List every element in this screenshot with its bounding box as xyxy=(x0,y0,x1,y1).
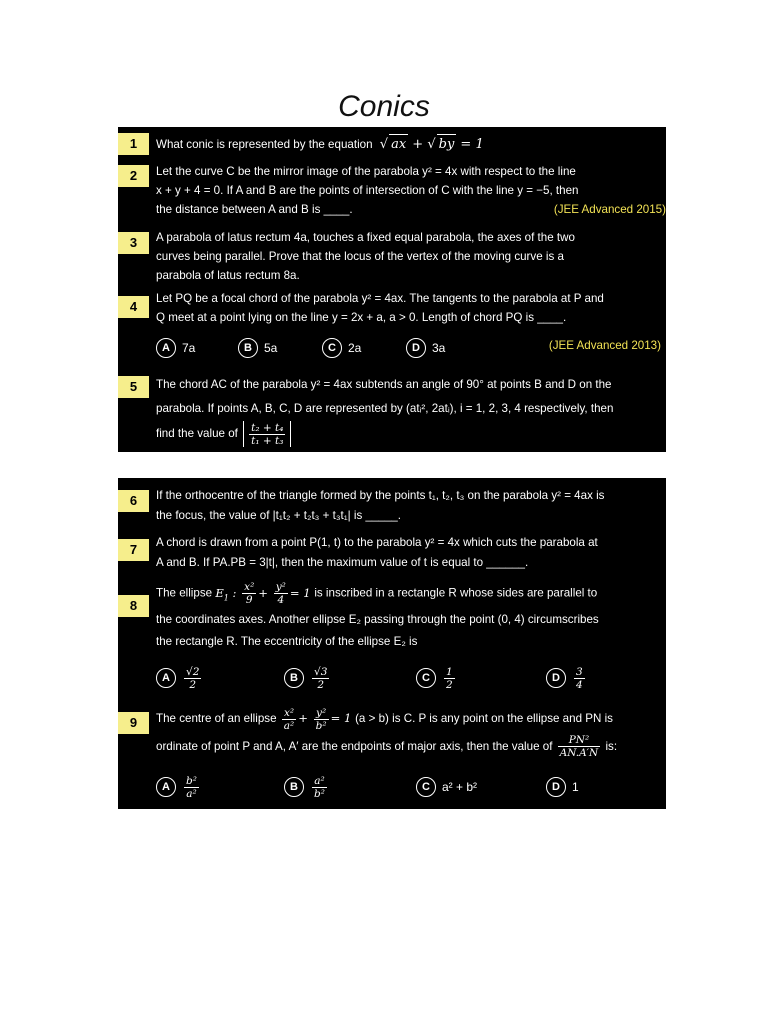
question-line: Let PQ be a focal chord of the parabola y² = 4ax. The tangents to the parabola at P and xyxy=(156,292,604,305)
question-line: A and B. If PA.PB = 3|t|, then the maximum value of t is equal to ______. xyxy=(156,556,529,569)
question-line: The centre of an ellipse xyxy=(156,712,277,725)
question-line: parabola of latus rectum 8a. xyxy=(156,269,300,282)
question-6 xyxy=(118,484,666,526)
equation: $E_1$ : $\frac{\text{x²}}{9}$ + $\frac{\text{y²}}{4}$ = 1 xyxy=(215,581,315,606)
question-number: 8 xyxy=(118,595,149,617)
question-line: the rectangle R. The eccentricity of the ellipse E₂ is xyxy=(156,634,418,648)
question-line: Let the curve C be the mirror image of the parabola y² = 4x with respect to the line xyxy=(156,165,576,178)
question-line: x + y + 4 = 0. If A and B are the points of intersection of C with the line y = −5, then xyxy=(156,184,579,197)
question-number: 3 xyxy=(118,232,149,254)
question-line: If the orthocentre of the triangle formed by the points t₁, t₂, t₃ on the parabola y² = 4ax is xyxy=(156,489,605,502)
option-a[interactable]: A 7a xyxy=(156,335,195,361)
question-number: 6 xyxy=(118,490,149,512)
expression: $\frac{\text{t₂ + t₄}}{\text{t₁ + t₃}}$ xyxy=(243,421,291,447)
question-2 xyxy=(118,160,666,220)
option-b[interactable]: B $\frac{\text{a²}}{\text{b²}}$ xyxy=(284,772,329,802)
question-line: ordinate of point P and A, A′ are the endpoints of major axis, then the value of xyxy=(156,740,553,753)
option-a[interactable]: A $\frac{√2}{2}$ xyxy=(156,663,203,693)
question-line: A chord is drawn from a point P(1, t) to the parabola y² = 4x which cuts the parabola at xyxy=(156,536,598,549)
option-a[interactable]: A $\frac{\text{b²}}{\text{a²}}$ xyxy=(156,772,201,802)
option-b[interactable]: B 5a xyxy=(238,335,277,361)
question-line: find the value of xyxy=(156,426,238,440)
option-d[interactable]: D $\frac{3}{4}$ xyxy=(546,663,587,693)
options xyxy=(156,335,661,361)
question-panel-2 xyxy=(118,478,666,809)
question-3 xyxy=(118,228,666,288)
option-b[interactable]: B $\frac{√3}{2}$ xyxy=(284,663,331,693)
source-label: (JEE Advanced 2015) xyxy=(553,203,666,216)
question-line: the distance between A and B is ____. xyxy=(156,203,353,216)
question-line: is: xyxy=(605,740,618,753)
question-1 xyxy=(118,131,666,155)
question-number: 5 xyxy=(118,376,149,398)
question-number: 4 xyxy=(118,296,149,318)
question-8 xyxy=(118,581,666,696)
question-number: 1 xyxy=(118,133,149,155)
question-number: 9 xyxy=(118,712,149,734)
question-text: What conic is represented by the equation xyxy=(156,138,373,151)
question-9: 9 The centre of an ellipse $\frac{\text{x²}}{\text{a²}}$ + $\frac{\text{y²}}{\text{b²}}$ = 1 (a > b) is C. P is any point on the ellipse and PN is ordinate of point P and A, A′ are the endpoints of major axis, then the value of $\frac{\text{PN²}}{AN.A'N}$ is: A $\frac{\text{b²}}{\text{a²}}$ B $\frac{\text{a²}}{\text{b²}}$ C a² + b² D 1 xyxy=(118,704,666,804)
options xyxy=(156,772,661,802)
question-number: 7 xyxy=(118,539,149,561)
question-number: 2 xyxy=(118,165,149,187)
source-label: (JEE Advanced 2013) xyxy=(548,339,661,352)
option-c[interactable]: C a² + b² xyxy=(416,772,477,802)
question-line: the focus, the value of |t₁t₂ + t₂t₃ + t₃t₁| is _____. xyxy=(156,509,401,522)
question-line: The chord AC of the parabola y² = 4ax subtends an angle of 90° at points B and D on the xyxy=(156,378,612,391)
equation: √ ax + √ by = 1 xyxy=(380,137,484,152)
equation: $\frac{\text{x²}}{\text{a²}}$ + $\frac{\text{y²}}{\text{b²}}$ = 1 xyxy=(283,706,356,732)
option-d[interactable]: D 3a xyxy=(406,335,445,361)
question-7 xyxy=(118,531,666,573)
option-d[interactable]: D 1 xyxy=(546,772,579,802)
page-title: Conics xyxy=(338,90,430,123)
question-line: A parabola of latus rectum 4a, touches a fixed equal parabola, the axes of the two xyxy=(156,231,575,244)
question-line: is inscribed in a rectangle R whose sides are parallel to xyxy=(314,586,598,600)
question-line: Q meet at a point lying on the line y = 2x + a, a > 0. Length of chord PQ is ____. xyxy=(156,311,567,324)
question-5 xyxy=(118,372,666,452)
question-line: parabola. If points A, B, C, D are represented by (atᵢ², 2atᵢ), i = 1, 2, 3, 4 respectively, then xyxy=(156,402,614,415)
question-panel-1 xyxy=(118,127,666,452)
question-line: the coordinates axes. Another ellipse E₂ passing through the point (0, 4) circumscribes xyxy=(156,612,599,626)
options xyxy=(156,663,661,693)
question-4 xyxy=(118,287,666,367)
question-line: The ellipse xyxy=(156,586,213,600)
option-c[interactable]: C 2a xyxy=(322,335,361,361)
question-line: (a > b) is C. P is any point on the ellipse and PN is xyxy=(355,712,613,725)
option-c[interactable]: C $\frac{1}{2}$ xyxy=(416,663,457,693)
question-line: curves being parallel. Prove that the locus of the vertex of the moving curve is a xyxy=(156,250,564,263)
